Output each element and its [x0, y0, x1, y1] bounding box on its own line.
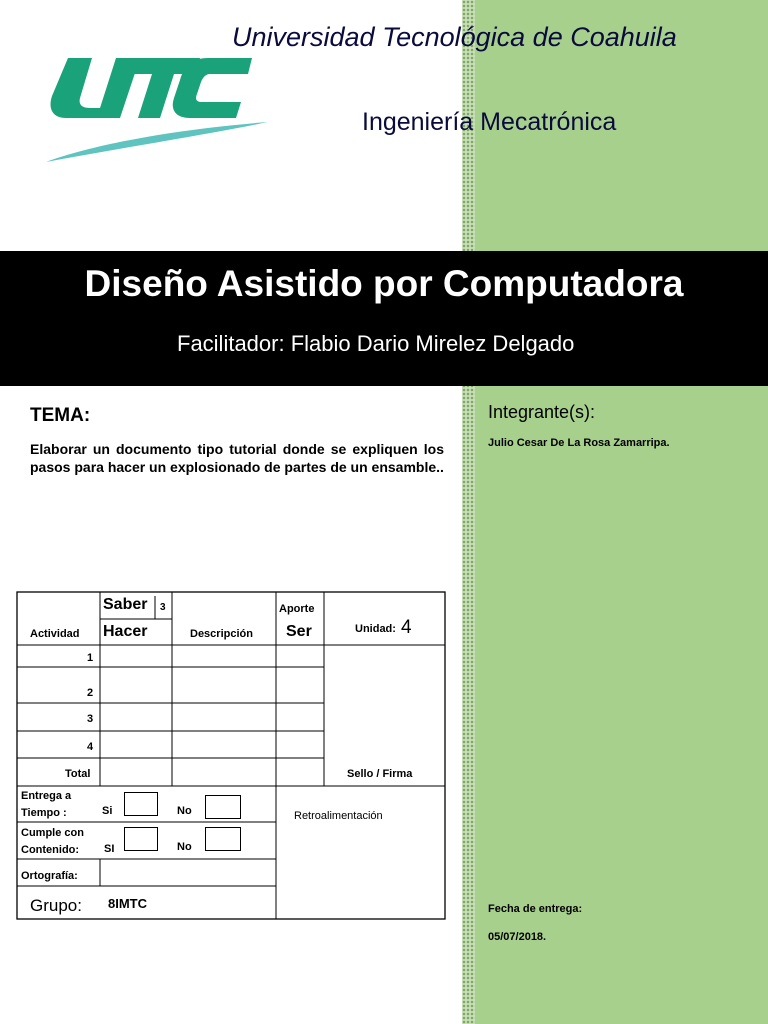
row-number-1: 1 — [87, 652, 94, 664]
saber-value: 3 — [160, 602, 166, 613]
fecha-entrega-label: Fecha de entrega: — [488, 903, 583, 915]
cumple-no-checkbox[interactable] — [205, 827, 241, 851]
entrega-si-checkbox[interactable] — [124, 792, 158, 816]
actividad-header: Actividad — [30, 628, 80, 640]
entrega-no-label: No — [177, 805, 192, 817]
saber-header: Saber — [103, 596, 148, 613]
row-number-4: 4 — [87, 741, 94, 753]
career-title: Ingeniería Mecatrónica — [362, 108, 617, 136]
utc-logo — [40, 50, 275, 170]
integrante-name: Julio Cesar De La Rosa Zamarripa. — [488, 437, 670, 449]
cumple-no-label: No — [177, 841, 192, 853]
facilitator-text: Facilitador: Flabio Dario Mirelez Delgado — [177, 331, 575, 356]
fecha-entrega-value: 05/07/2018. — [488, 931, 547, 943]
cumple-contenido-label: Cumple con Contenido: — [21, 827, 84, 856]
university-title: Universidad Tecnológica de Coahuila — [232, 22, 677, 52]
descripcion-header: Descripción — [190, 628, 253, 640]
tema-text: Elaborar un documento tipo tutorial donde se expliquen los pasos para hacer un explosionado de partes de un ensamble.. — [30, 441, 444, 475]
entrega-tiempo-label: Entrega a Tiempo : — [21, 790, 72, 819]
entrega-no-checkbox[interactable] — [205, 795, 241, 819]
grupo-value: 8IMTC — [108, 896, 147, 911]
cumple-si-label: SI — [104, 843, 115, 855]
grupo-label: Grupo: — [30, 896, 82, 915]
unidad-value: 4 — [401, 617, 412, 638]
tema-label: TEMA: — [30, 405, 91, 426]
green-side-band — [475, 0, 768, 1024]
row-number-3: 3 — [87, 713, 94, 725]
unidad-label: Unidad: — [355, 623, 396, 635]
total-label: Total — [65, 768, 91, 780]
row-number-2: 2 — [87, 687, 94, 699]
integrantes-label: Integrante(s): — [488, 402, 596, 422]
entrega-si-label: Si — [102, 805, 113, 817]
ser-header: Ser — [286, 623, 312, 640]
subject-title: Diseño Asistido por Computadora — [84, 263, 684, 304]
ortografia-label: Ortografía: — [21, 870, 78, 882]
retroalimentacion-label: Retroalimentación — [294, 810, 383, 822]
aporte-header: Aporte — [279, 603, 315, 615]
hacer-header: Hacer — [103, 623, 148, 640]
sello-firma-label: Sello / Firma — [347, 768, 413, 780]
dotted-divider-strip — [462, 0, 475, 1024]
cumple-si-checkbox[interactable] — [124, 827, 158, 851]
